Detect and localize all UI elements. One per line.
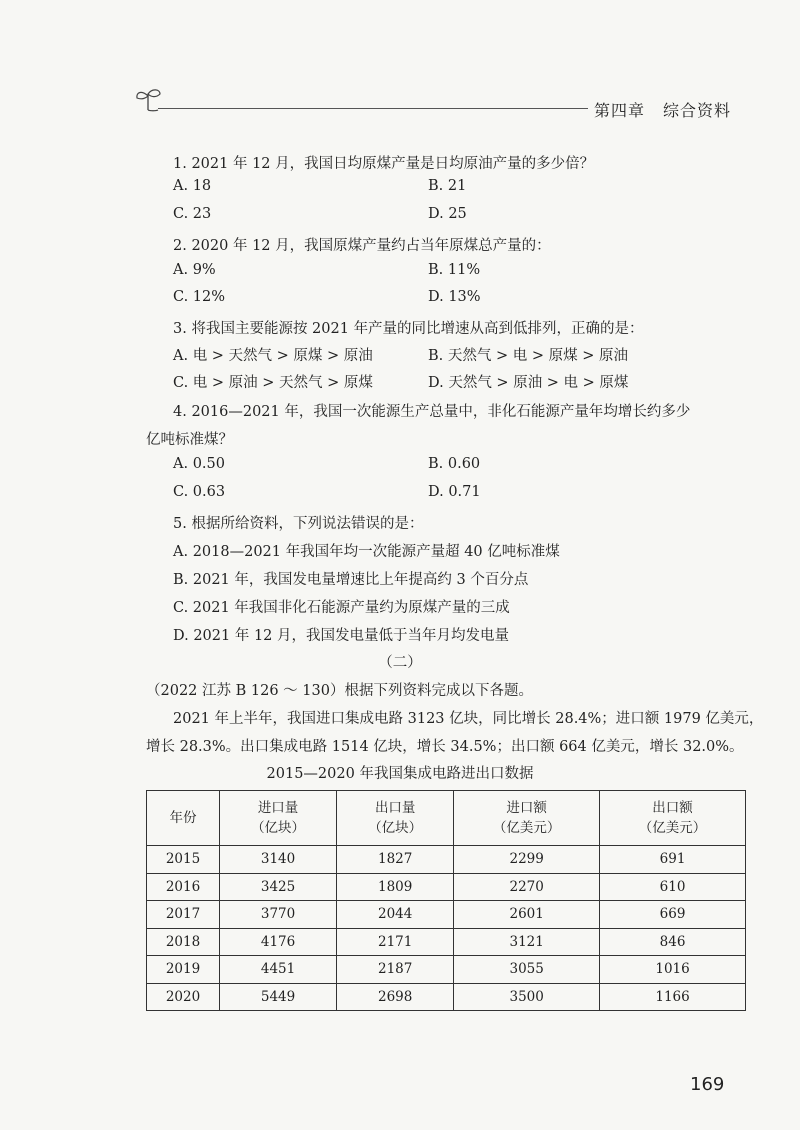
- section-two-intro: （2022 江苏 B 126 ～ 130）根据下列资料完成以下各题。: [146, 683, 533, 699]
- table-row: [147, 983, 746, 1011]
- header-unit: （亿块）: [251, 820, 306, 836]
- question-1-option-d: D. 25: [428, 206, 467, 222]
- import-value-cell: 2299: [454, 846, 600, 874]
- question-1-option-a: A. 18: [173, 178, 212, 194]
- import-value-cell: 3055: [454, 956, 600, 984]
- page-number: 169: [690, 1074, 725, 1095]
- question-5-option-c: C. 2021 年我国非化石能源产量约为原煤产量的三成: [173, 600, 510, 616]
- chapter-heading: [594, 98, 731, 121]
- question-2-option-b: B. 11%: [428, 262, 481, 278]
- table-header-export-volume: [337, 791, 454, 846]
- material-paragraph-line-1: 2021 年上半年，我国进口集成电路 3123 亿块，同比增长 28.4%；进口额 1979 亿美元，: [173, 711, 764, 727]
- table-row: [147, 846, 746, 874]
- question-4-option-d: D. 0.71: [428, 484, 481, 500]
- question-3-option-a: A. 电 > 天然气 > 原煤 > 原油: [173, 348, 373, 364]
- table-row: [147, 901, 746, 929]
- import-volume-cell: 4176: [220, 928, 337, 956]
- question-5-option-a: A. 2018—2021 年我国年均一次能源产量超 40 亿吨标准煤: [173, 544, 560, 560]
- import-volume-cell: 4451: [220, 956, 337, 984]
- export-value-cell: 1166: [600, 983, 746, 1011]
- header-label: 年份: [169, 810, 197, 826]
- table-header-import-value: [454, 791, 600, 846]
- section-two-heading: （二）: [378, 655, 422, 671]
- import-volume-cell: 3425: [220, 873, 337, 901]
- table-header-year: [147, 791, 220, 846]
- export-volume-cell: 2044: [337, 901, 454, 929]
- question-2-option-d: D. 13%: [428, 289, 481, 305]
- year-cell: 2019: [147, 956, 220, 984]
- header-label: 出口量: [374, 800, 416, 816]
- import-value-cell: 3121: [454, 928, 600, 956]
- header-rule: [158, 108, 588, 109]
- question-3-option-c: C. 电 > 原油 > 天然气 > 原煤: [173, 375, 373, 391]
- export-volume-cell: 1827: [337, 846, 454, 874]
- question-1-option-b: B. 21: [428, 178, 467, 194]
- header-label: 出口额: [652, 800, 693, 816]
- table-header-import-volume: [220, 791, 337, 846]
- question-4-option-b: B. 0.60: [428, 456, 481, 472]
- question-2-option-a: A. 9%: [173, 262, 216, 278]
- question-3-option-d: D. 天然气 > 原油 > 电 > 原煤: [428, 375, 629, 391]
- question-2-option-c: C. 12%: [173, 289, 226, 305]
- year-cell: 2018: [147, 928, 220, 956]
- header-label: 进口额: [506, 800, 547, 816]
- header-unit: （亿块）: [368, 820, 423, 836]
- export-volume-cell: 2187: [337, 956, 454, 984]
- import-value-cell: 2270: [454, 873, 600, 901]
- export-volume-cell: 1809: [337, 873, 454, 901]
- export-value-cell: 846: [600, 928, 746, 956]
- export-value-cell: 691: [600, 846, 746, 874]
- table-title: 2015—2020 年我国集成电路进出口数据: [266, 766, 534, 782]
- header-label: 进口量: [257, 800, 299, 816]
- year-cell: 2016: [147, 873, 220, 901]
- export-volume-cell: 2698: [337, 983, 454, 1011]
- question-1-stem: 1. 2021 年 12 月，我国日均原煤产量是日均原油产量的多少倍？: [173, 156, 595, 172]
- import-value-cell: 2601: [454, 901, 600, 929]
- header-unit: （亿美元）: [638, 820, 707, 836]
- import-volume-cell: 3140: [220, 846, 337, 874]
- header-unit: （亿美元）: [492, 820, 561, 836]
- year-cell: 2020: [147, 983, 220, 1011]
- question-4-option-a: A. 0.50: [173, 456, 225, 472]
- year-cell: 2017: [147, 901, 220, 929]
- table-header-row: [147, 791, 746, 846]
- export-value-cell: 669: [600, 901, 746, 929]
- import-value-cell: 3500: [454, 983, 600, 1011]
- chapter-title: 综合资料: [663, 101, 732, 120]
- table-row: [147, 928, 746, 956]
- table-row: [147, 873, 746, 901]
- export-volume-cell: 2171: [337, 928, 454, 956]
- question-5-option-d: D. 2021 年 12 月，我国发电量低于当年月均发电量: [173, 628, 510, 644]
- question-2-stem: 2. 2020 年 12 月，我国原煤产量约占当年原煤总产量的：: [173, 238, 551, 254]
- question-5-stem: 5. 根据所给资料，下列说法错误的是：: [173, 516, 424, 532]
- table-header-export-value: [600, 791, 746, 846]
- question-3-option-b: B. 天然气 > 电 > 原煤 > 原油: [428, 348, 628, 364]
- import-volume-cell: 3770: [220, 901, 337, 929]
- export-value-cell: 1016: [600, 956, 746, 984]
- question-4-option-c: C. 0.63: [173, 484, 226, 500]
- question-3-stem: 3. 将我国主要能源按 2021 年产量的同比增速从高到低排列，正确的是：: [173, 321, 644, 337]
- ic-trade-table: [146, 790, 746, 1011]
- chapter-number: 第四章: [594, 101, 646, 120]
- question-4-stem: 4. 2016—2021 年，我国一次能源生产总量中，非化石能源产量年均增长约多少: [173, 404, 691, 420]
- question-1-option-c: C. 23: [173, 206, 212, 222]
- year-cell: 2015: [147, 846, 220, 874]
- question-5-option-b: B. 2021 年，我国发电量增速比上年提高约 3 个百分点: [173, 572, 529, 588]
- import-volume-cell: 5449: [220, 983, 337, 1011]
- export-value-cell: 610: [600, 873, 746, 901]
- table-row: [147, 956, 746, 984]
- question-4-stem-continued: 亿吨标准煤？: [146, 432, 233, 448]
- material-paragraph-line-2: 增长 28.3%。出口集成电路 1514 亿块，增长 34.5%；出口额 664 亿美元，增长 32.0%。: [146, 739, 744, 755]
